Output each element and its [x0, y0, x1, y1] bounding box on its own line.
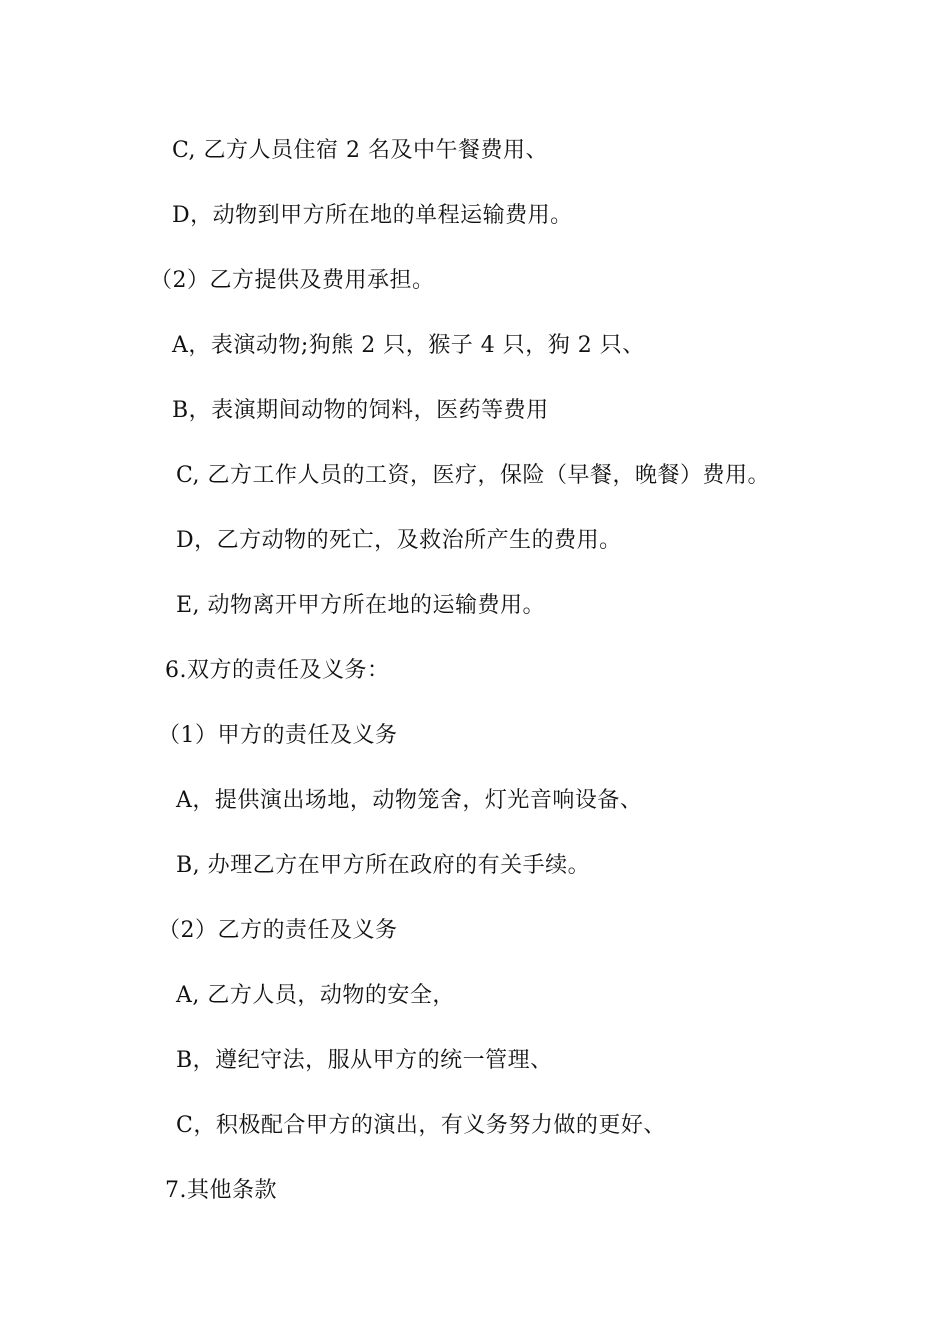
line-section-2-party-b-duties: （2）乙方的责任及义务: [158, 918, 398, 943]
line-b-obey-rules: B，遵纪守法，服从甲方的统一管理、: [176, 1048, 553, 1073]
line-e-departure-transport: E, 动物离开甲方所在地的运输费用。: [176, 593, 546, 618]
line-d-animal-death: D，乙方动物的死亡，及救治所产生的费用。: [176, 528, 622, 553]
line-a-venue: A，提供演出场地，动物笼舍，灯光音响设备、: [176, 788, 643, 813]
line-c-staff-wages: C, 乙方工作人员的工资，医疗，保险（早餐，晚餐）费用。: [176, 463, 771, 488]
line-d-transport-one-way: D，动物到甲方所在地的单程运输费用。: [172, 203, 573, 228]
line-c-cooperate: C，积极配合甲方的演出，有义务努力做的更好、: [176, 1113, 666, 1138]
line-c-accommodation: C, 乙方人员住宿 2 名及中午餐费用、: [172, 138, 549, 163]
line-section-2-party-b: （2）乙方提供及费用承担。: [150, 268, 435, 293]
heading-responsibilities: 6.双方的责任及义务：: [165, 658, 390, 683]
line-b-feed-medicine: B，表演期间动物的饲料，医药等费用: [172, 398, 549, 423]
line-a-safety: A, 乙方人员，动物的安全，: [176, 983, 455, 1008]
line-b-procedures: B, 办理乙方在甲方所在政府的有关手续。: [176, 853, 591, 878]
line-section-1-party-a: （1）甲方的责任及义务: [158, 723, 398, 748]
line-a-performing-animals: A，表演动物;狗熊 2 只，猴子 4 只，狗 2 只、: [172, 333, 645, 358]
heading-other-terms: 7.其他条款: [165, 1178, 277, 1203]
